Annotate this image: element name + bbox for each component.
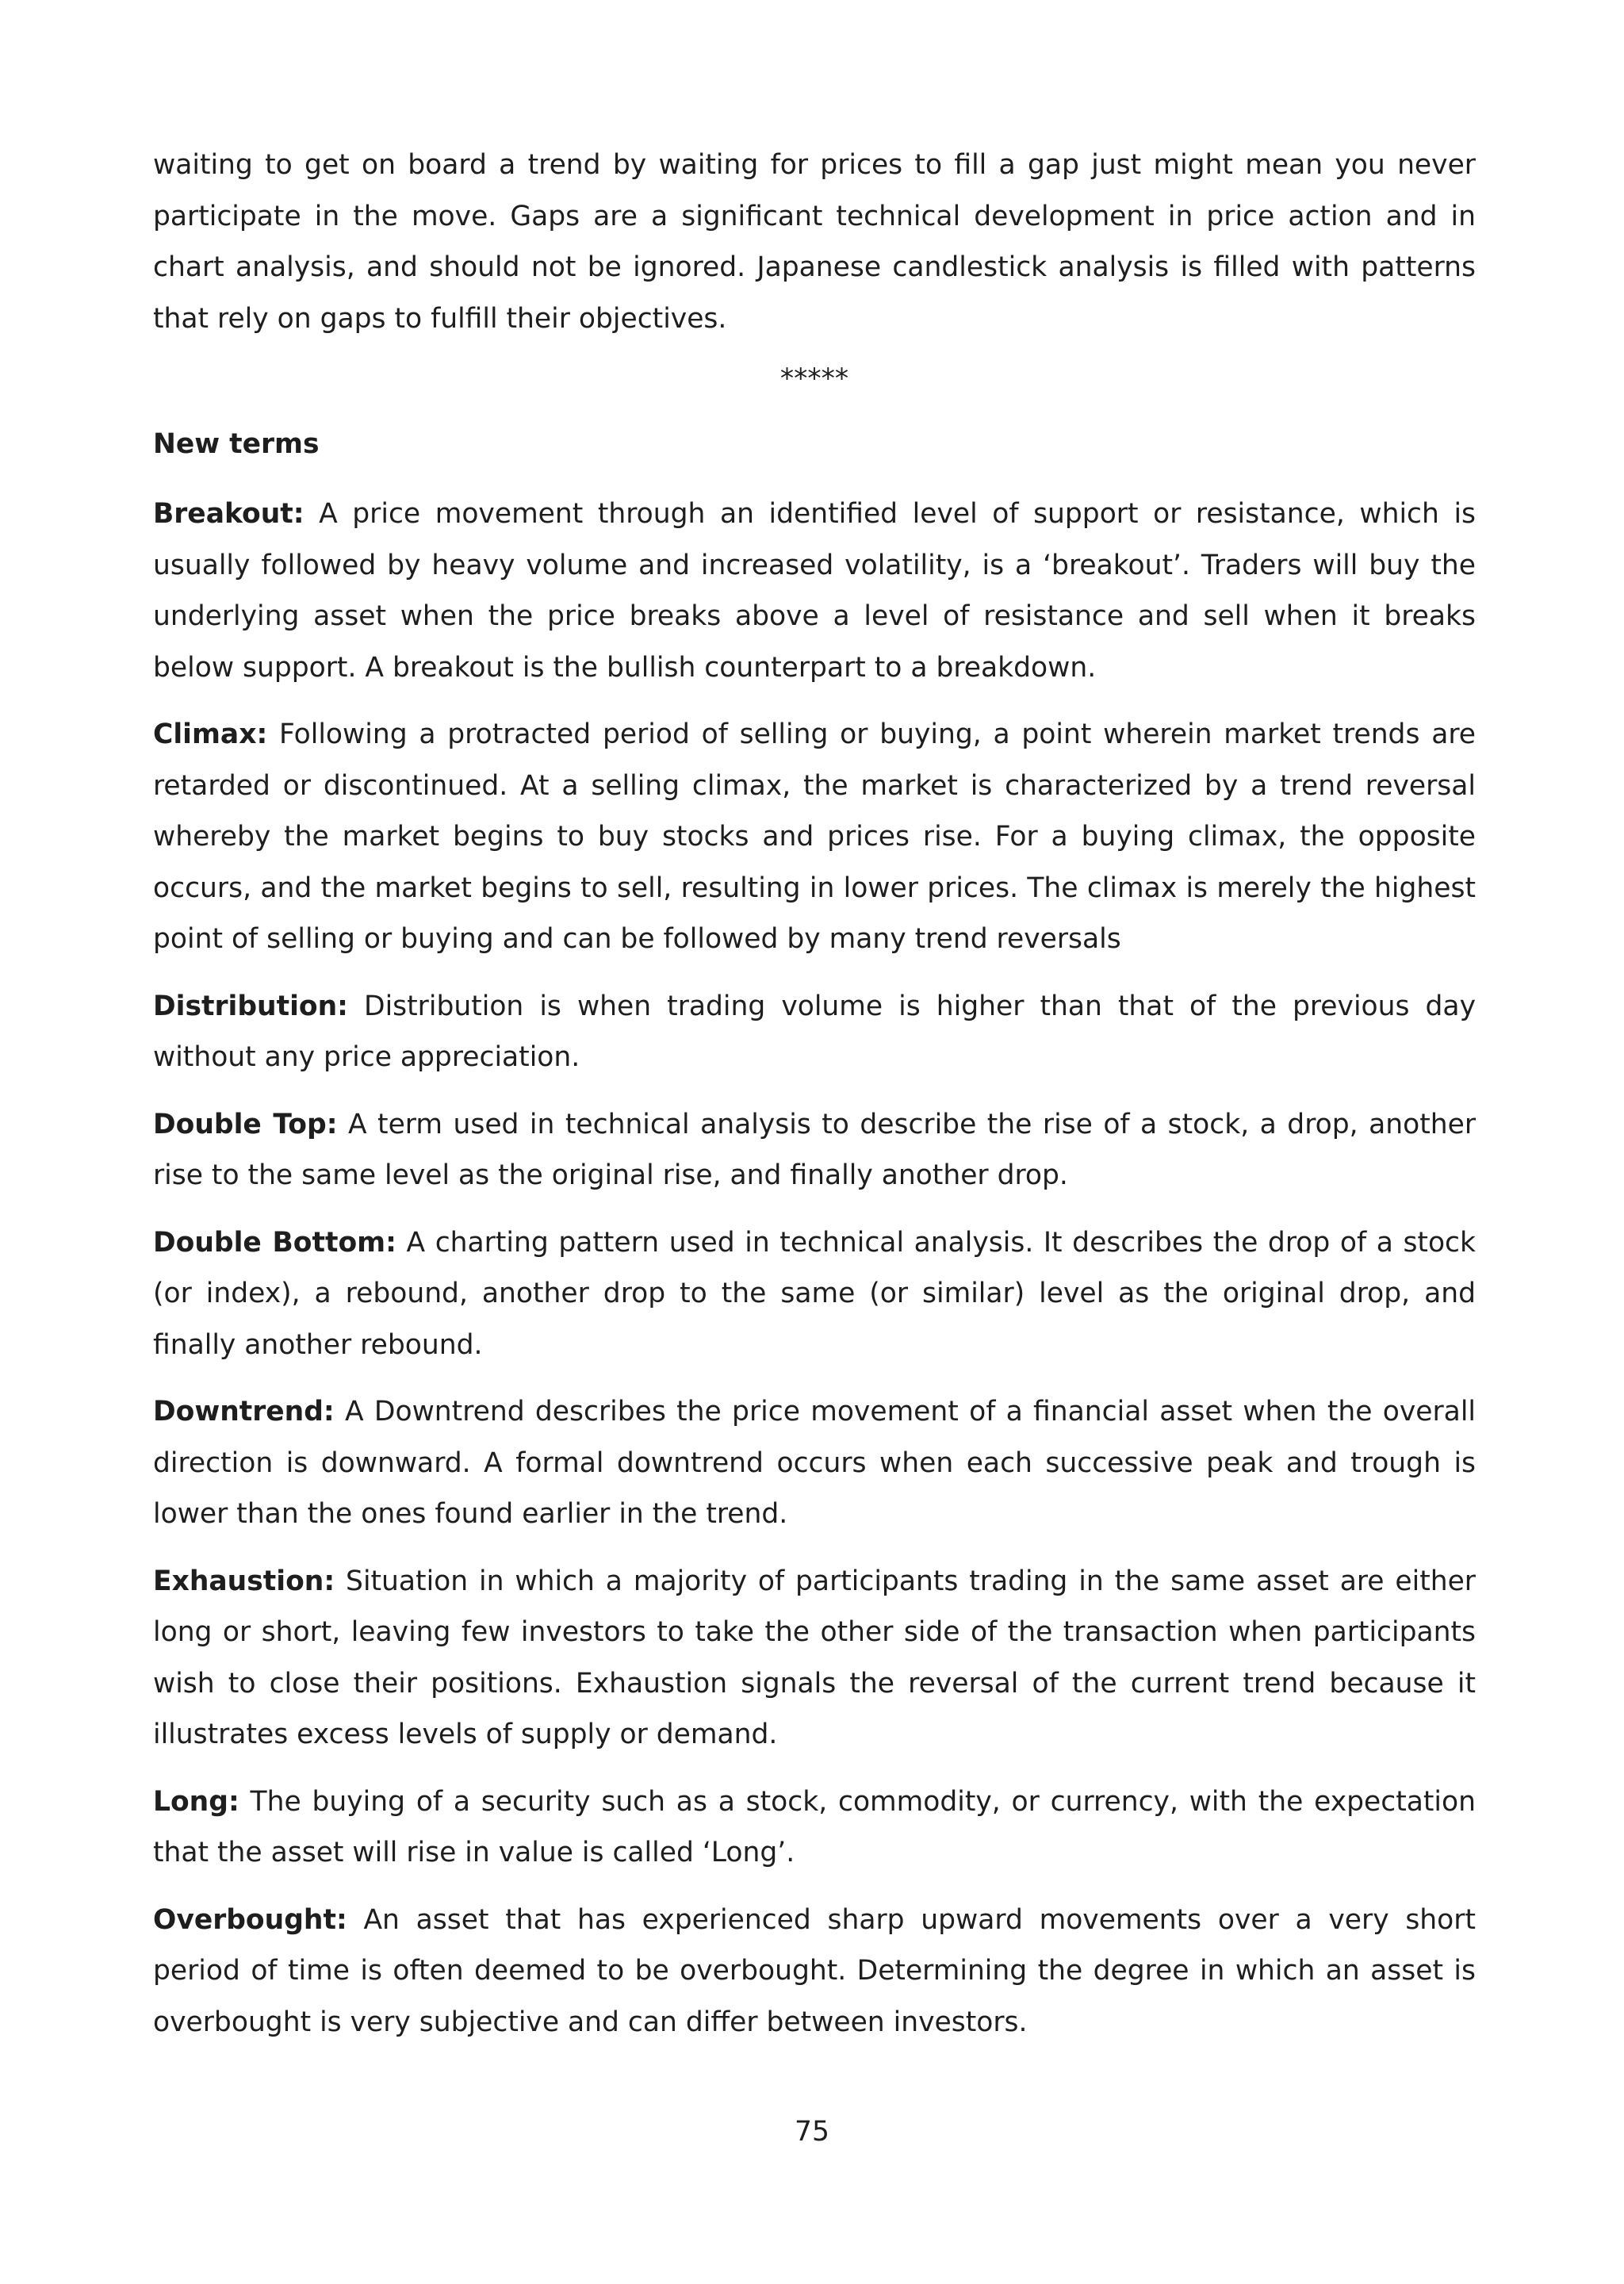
term-entry-long [153,1776,1476,1879]
term-label: Downtrend: [153,1396,335,1428]
term-entry-distribution [153,981,1476,1083]
term-label: Double Bottom: [153,1226,396,1259]
section-heading: New terms [153,428,320,460]
term-definition: Situation in which a majority of participants trading in the same asset are either long or short, leaving few investors to take the other side of the transaction when participants wish to close their positions. Exhaustion signals the reversal of the current trend because it illustrates excess levels of supply or demand. [153,1565,1476,1750]
term-entry-double-top [153,1099,1476,1201]
term-label: Climax: [153,719,268,750]
term-entry-exhaustion [153,1556,1476,1761]
term-definition: A term used in technical analysis to describe the rise of a stock, a drop, another rise to the same level as the original rise, and finally another drop. [153,1108,1477,1191]
term-definition: Distribution is when trading volume is higher than that of the previous day without any price appreciation. [153,990,1476,1073]
term-label: Overbought: [153,1903,347,1936]
term-definition: A price movement through an identified level of support or resistance, which is usually followed by heavy volume and increased volatility, is a ‘breakout’. Traders will buy the underlying asset when the price breaks above a level of resistance and sell when it breaks below support. A breakout is the bullish counterpart to a breakdown. [153,498,1476,684]
term-entry-climax [153,709,1476,965]
term-entry-breakout [153,489,1476,693]
term-label: Distribution: [153,990,348,1022]
term-label: Exhaustion: [153,1565,335,1597]
term-definition: An asset that has experienced sharp upward movements over a very short period of time is often deemed to be overbought. Determining the degree in which an asset is overbought is very subjective and can differ between investors. [153,1903,1476,2038]
intro-paragraph: waiting to get on board a trend by waiting for prices to fill a gap just might mean you never participate in the move. Gaps are a significant technical development in price action and in chart analysis, and should not be ignored. Japanese candlestick analysis is filled with patterns that rely on gaps to fulfill their objectives. [153,149,1476,335]
term-definition: A Downtrend describes the price movement of a financial asset when the overall direction is downward. A formal downtrend occurs when each successive peak and trough is lower than the ones found earlier in the trend. [153,1396,1476,1530]
term-entry-overbought [153,1895,1476,2048]
section-separator: ***** [779,363,849,395]
term-entry-downtrend [153,1386,1476,1540]
term-entry-double-bottom [153,1217,1476,1371]
term-definition: The buying of a security such as a stock, commodity, or currency, with the expectation that the asset will rise in value is called ‘Long’. [153,1785,1476,1868]
term-label: Double Top: [153,1108,338,1140]
page-number: 75 [795,2116,829,2148]
term-label: Long: [153,1785,239,1818]
term-definition: A charting pattern used in technical analysis. It describes the drop of a stock (or index), a rebound, another drop to the same (or similar) level as the original drop, and finally another rebound. [153,1226,1477,1361]
page-body [153,140,1476,2064]
term-definition: Following a protracted period of selling or buying, a point wherein market trends are retarded or discontinued. At a selling climax, the market is characterized by a trend reversal whereby the market begins to buy stocks and prices rise. For a buying climax, the opposite occurs, and the market begins to sell, resulting in lower prices. The climax is merely the highest point of selling or buying and can be followed by many trend reversals [153,719,1476,955]
term-label: Breakout: [153,498,304,530]
